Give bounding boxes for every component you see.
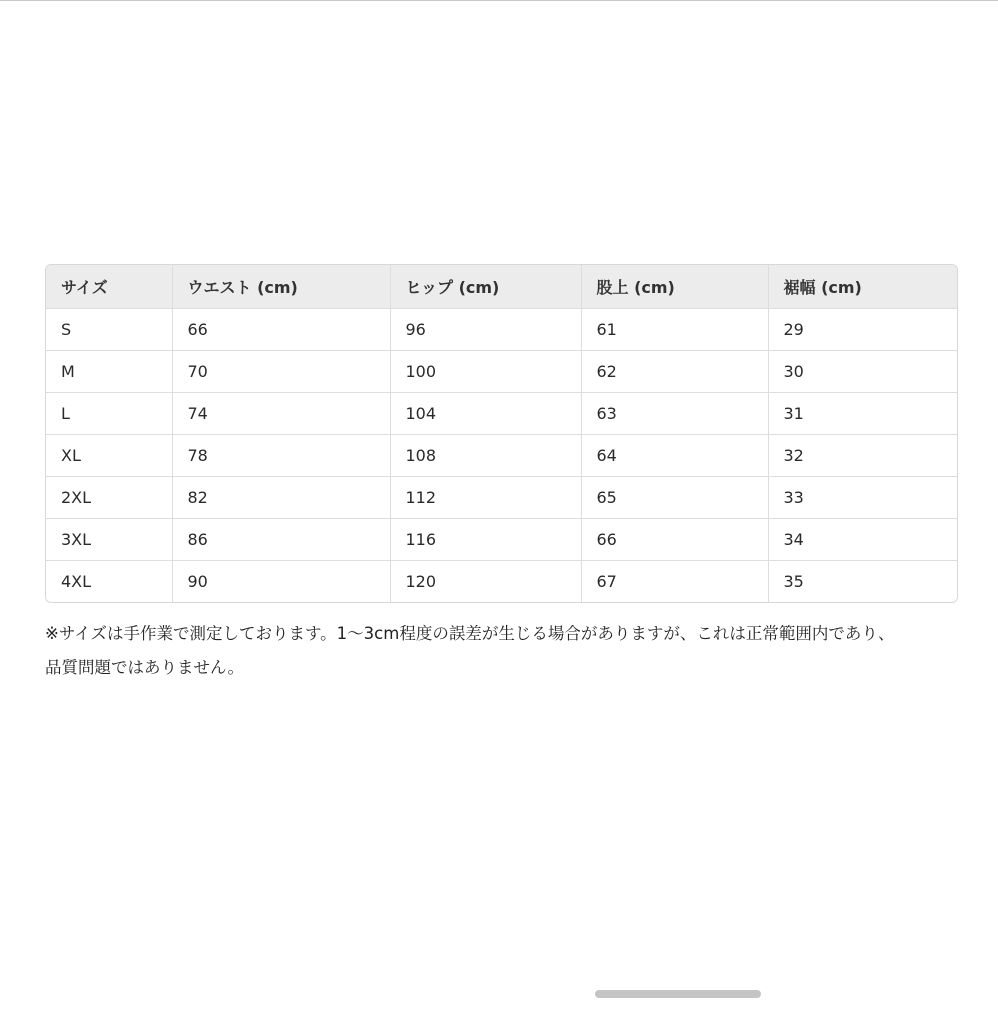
cell-size: S bbox=[46, 308, 172, 350]
top-divider bbox=[0, 0, 998, 1]
header-rise: 股上 (cm) bbox=[581, 265, 768, 308]
table-header-row bbox=[46, 265, 957, 308]
cell-hem-width: 31 bbox=[768, 392, 957, 434]
cell-hem-width: 35 bbox=[783, 571, 804, 591]
header-hem-width: 裾幅 (cm) bbox=[768, 265, 957, 308]
note-line-2: 品質問題ではありません。 bbox=[45, 658, 244, 677]
size-table bbox=[46, 265, 957, 602]
cell-waist: 74 bbox=[172, 392, 390, 434]
cell-size: XL bbox=[46, 434, 172, 476]
cell-rise: 62 bbox=[581, 350, 768, 392]
cell-rise: 66 bbox=[581, 518, 768, 560]
cell-waist: 86 bbox=[172, 518, 390, 560]
cell-waist: 70 bbox=[172, 350, 390, 392]
header-hip: ヒップ (cm) bbox=[390, 265, 581, 308]
cell-rise: 63 bbox=[581, 392, 768, 434]
measurement-note bbox=[45, 617, 960, 685]
table-row bbox=[46, 476, 957, 518]
cell-rise: 65 bbox=[581, 476, 768, 518]
cell-waist: 78 bbox=[172, 434, 390, 476]
cell-hem-width: 30 bbox=[768, 350, 957, 392]
cell-rise: 61 bbox=[581, 308, 768, 350]
cell-hip: 116 bbox=[390, 518, 581, 560]
table-row bbox=[46, 560, 957, 602]
table-row bbox=[46, 350, 957, 392]
cell-size: 2XL bbox=[46, 476, 172, 518]
table-row bbox=[46, 392, 957, 434]
cell-hip: 120 bbox=[390, 560, 581, 602]
cell-hem-width: 29 bbox=[768, 308, 957, 350]
cell-size: L bbox=[46, 392, 172, 434]
table-row bbox=[46, 518, 957, 560]
note-line-1: ※サイズは手作業で測定しております。1〜3cm程度の誤差が生じる場合がありますが、これは正常範囲内であり、 bbox=[45, 624, 895, 643]
cell-rise: 64 bbox=[581, 434, 768, 476]
table-row bbox=[46, 434, 957, 476]
cell-size: 4XL bbox=[46, 560, 172, 602]
cell-waist: 82 bbox=[172, 476, 390, 518]
home-indicator[interactable] bbox=[595, 990, 761, 998]
cell-hip: 96 bbox=[390, 308, 581, 350]
table-row bbox=[46, 308, 957, 350]
cell-hem-width: 33 bbox=[768, 476, 957, 518]
cell-size: M bbox=[46, 350, 172, 392]
cell-hip: 100 bbox=[390, 350, 581, 392]
cell-hip: 108 bbox=[390, 434, 581, 476]
cell-waist: 66 bbox=[172, 308, 390, 350]
cell-hip: 112 bbox=[390, 476, 581, 518]
cell-size: 3XL bbox=[46, 518, 172, 560]
cell-hem-width: 32 bbox=[768, 434, 957, 476]
header-waist: ウエスト (cm) bbox=[172, 265, 390, 308]
cell-hip: 104 bbox=[390, 392, 581, 434]
cell-rise: 67 bbox=[581, 560, 768, 602]
cell-hem-width: 34 bbox=[768, 518, 957, 560]
header-size: サイズ bbox=[46, 265, 172, 308]
cell-waist: 90 bbox=[172, 560, 390, 602]
size-chart bbox=[45, 264, 958, 603]
